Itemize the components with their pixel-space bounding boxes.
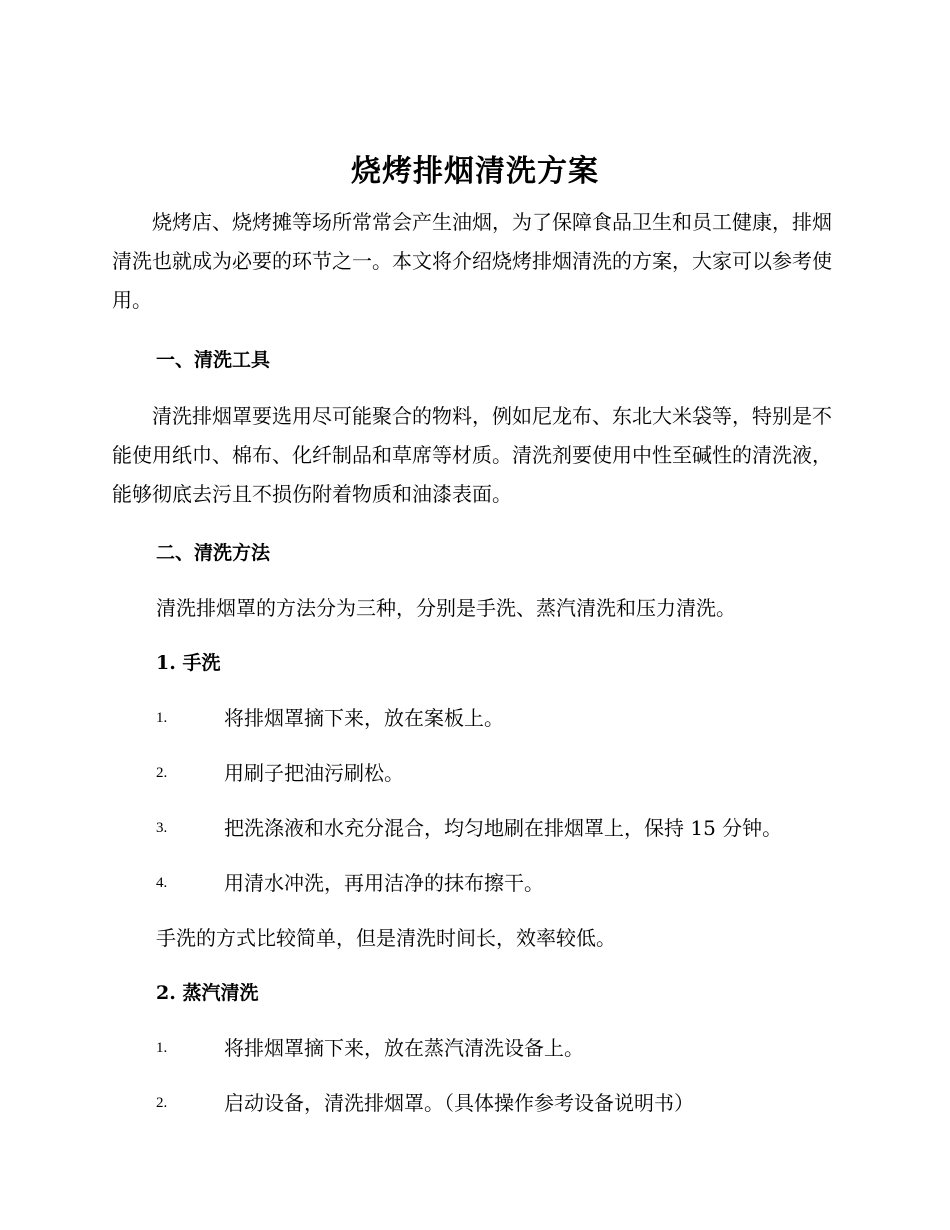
methods-intro: 清洗排烟罩的方法分为三种，分别是手洗、蒸汽清洗和压力清洗。 [156, 596, 736, 620]
section-heading-tools: 一、清洗工具 [156, 349, 271, 371]
intro-paragraph: 烧烤店、烧烤摊等场所常常会产生油烟，为了保障食品卫生和员工健康，排烟清洗也就成为必要的环节之一。本文将介绍烧烤排烟清洗的方案，大家可以参考使用。 [112, 210, 832, 312]
list-item [156, 1033, 836, 1063]
list-text: 将排烟罩摘下来，放在案板上。 [224, 706, 504, 730]
list-text: 把洗涤液和水充分混合，均匀地刷在排烟罩上，保持 15 分钟。 [224, 816, 783, 840]
list-item [156, 758, 836, 788]
tools-paragraph: 清洗排烟罩要选用尽可能聚合的物料，例如尼龙布、东北大米袋等，特别是不能使用纸巾、棉布、化纤制品和草席等材质。清洗剂要使用中性至碱性的清洗液，能够彻底去污且不损伤附着物质和油漆表面。 [112, 404, 832, 506]
list-item [156, 1088, 836, 1118]
list-text: 将排烟罩摘下来，放在蒸汽清洗设备上。 [224, 1036, 584, 1060]
list-number: 3. [156, 820, 168, 836]
list-number: 1. [156, 710, 168, 726]
document-title: 烧烤排烟清洗方案 [351, 154, 599, 189]
list-number: 2. [156, 1095, 168, 1111]
list-text: 用刷子把油污刷松。 [224, 761, 404, 785]
section-heading-methods: 二、清洗方法 [156, 542, 271, 564]
list-number: 2. [156, 765, 168, 781]
list-number: 4. [156, 875, 168, 891]
list-text: 用清水冲洗，再用洁净的抹布擦干。 [224, 871, 544, 895]
method-heading-hand-wash: 1. 手洗 [156, 652, 221, 674]
list-item [156, 703, 836, 733]
method-heading-steam: 2. 蒸汽清洗 [156, 982, 259, 1004]
list-item [156, 813, 836, 843]
list-text: 启动设备，清洗排烟罩。（具体操作参考设备说明书） [224, 1091, 694, 1115]
hand-wash-summary: 手洗的方式比较简单，但是清洗时间长，效率较低。 [156, 926, 616, 950]
list-item [156, 868, 836, 898]
list-number: 1. [156, 1040, 168, 1056]
